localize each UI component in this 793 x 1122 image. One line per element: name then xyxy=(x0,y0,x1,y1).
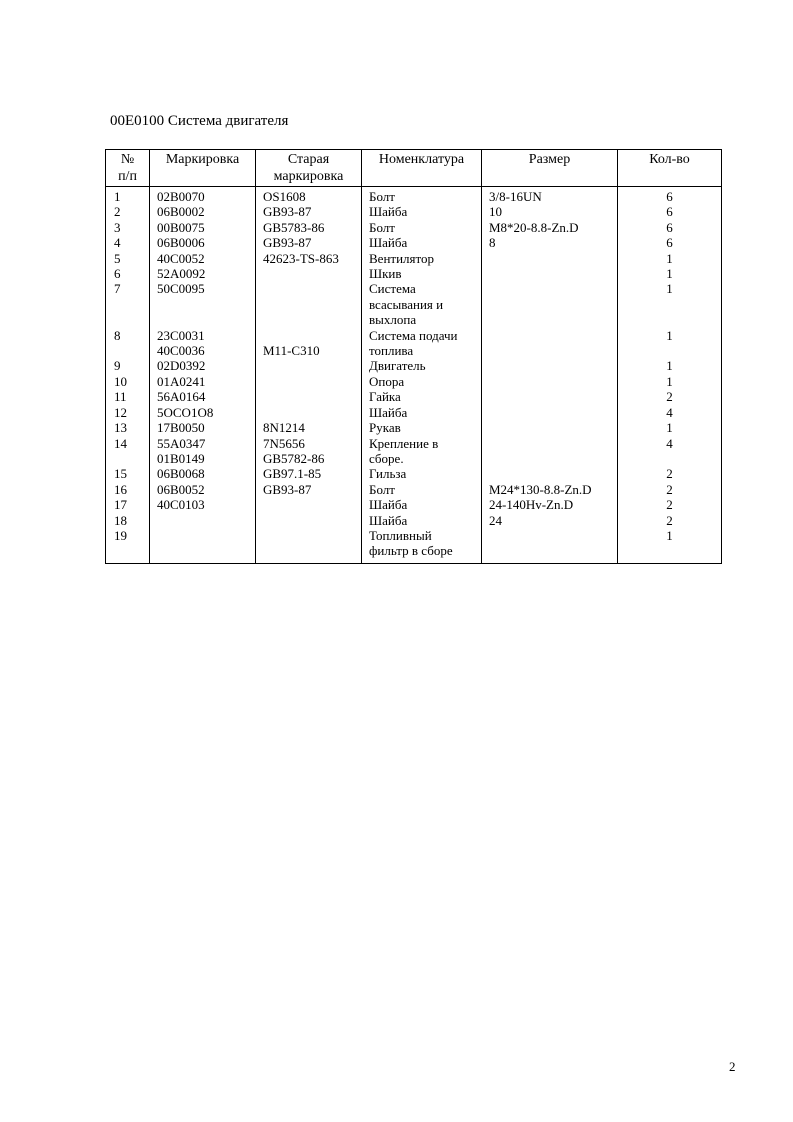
cell-qty: 1 xyxy=(618,266,722,281)
cell-marking: 5OCO1O8 xyxy=(150,405,256,420)
nomenclature-line: топлива xyxy=(369,343,414,359)
cell-num xyxy=(106,451,150,466)
cell-nomenclature xyxy=(362,528,482,563)
table-row xyxy=(106,405,722,420)
cell-nomenclature xyxy=(362,436,482,451)
cell-nomenclature xyxy=(362,204,482,219)
cell-old-marking: 8N1214 xyxy=(256,420,362,435)
cell-size: 24-140Hv-Zn.D xyxy=(482,497,618,512)
cell-num: 15 xyxy=(106,466,150,481)
cell-size xyxy=(482,251,618,266)
cell-num: 18 xyxy=(106,513,150,528)
nomenclature-line: Болт xyxy=(369,189,395,204)
table-row xyxy=(106,466,722,481)
cell-size xyxy=(482,358,618,373)
table-row xyxy=(106,436,722,451)
cell-nomenclature xyxy=(362,281,482,327)
table-row xyxy=(106,482,722,497)
cell-nomenclature xyxy=(362,328,482,343)
table-row xyxy=(106,528,722,563)
cell-marking: 06B0002 xyxy=(150,204,256,219)
header-nomenclature: Номенклатура xyxy=(362,150,482,187)
cell-size: 8 xyxy=(482,235,618,250)
nomenclature-line: Вентилятор xyxy=(369,250,435,266)
cell-nomenclature xyxy=(362,187,482,205)
cell-nomenclature xyxy=(362,343,482,358)
table-row xyxy=(106,420,722,435)
document-title: 00E0100 Система двигателя xyxy=(110,113,289,129)
cell-marking: 06B0006 xyxy=(150,235,256,250)
cell-qty: 6 xyxy=(618,187,722,205)
table-row xyxy=(106,266,722,281)
cell-old-marking xyxy=(256,405,362,420)
cell-qty: 1 xyxy=(618,358,722,373)
cell-num: 5 xyxy=(106,251,150,266)
cell-num: 16 xyxy=(106,482,150,497)
cell-nomenclature xyxy=(362,235,482,250)
nomenclature-line: выхлопа xyxy=(369,312,417,328)
cell-nomenclature xyxy=(362,266,482,281)
nomenclature-line: Опора xyxy=(369,373,405,389)
cell-nomenclature xyxy=(362,374,482,389)
cell-nomenclature xyxy=(362,220,482,235)
cell-num: 8 xyxy=(106,328,150,343)
cell-old-marking xyxy=(256,266,362,281)
cell-size: 10 xyxy=(482,204,618,219)
cell-old-marking: M11-C310 xyxy=(256,343,362,358)
table-row xyxy=(106,235,722,250)
table-row xyxy=(106,281,722,327)
cell-old-marking: 42623-TS-863 xyxy=(256,251,362,266)
cell-marking: 23C0031 xyxy=(150,328,256,343)
cell-nomenclature xyxy=(362,251,482,266)
nomenclature-line: Система подачи xyxy=(369,327,458,343)
nomenclature-line: сборе. xyxy=(369,450,404,466)
cell-marking: 52A0092 xyxy=(150,266,256,281)
cell-qty: 4 xyxy=(618,405,722,420)
cell-num xyxy=(106,343,150,358)
cell-num: 10 xyxy=(106,374,150,389)
cell-old-marking xyxy=(256,528,362,563)
nomenclature-line: фильтр в сборе xyxy=(369,543,453,559)
cell-marking: 01B0149 xyxy=(150,451,256,466)
cell-size: M24*130-8.8-Zn.D xyxy=(482,482,618,497)
cell-old-marking xyxy=(256,281,362,327)
table-row xyxy=(106,204,722,219)
cell-num: 13 xyxy=(106,420,150,435)
cell-marking: 50C0095 xyxy=(150,281,256,327)
cell-num: 14 xyxy=(106,436,150,451)
cell-old-marking: GB93-87 xyxy=(256,235,362,250)
nomenclature-line: Шайба xyxy=(369,404,408,420)
table-body xyxy=(106,187,722,564)
cell-nomenclature xyxy=(362,513,482,528)
cell-marking: 06B0052 xyxy=(150,482,256,497)
cell-nomenclature xyxy=(362,497,482,512)
cell-old-marking: OS1608 xyxy=(256,187,362,205)
header-marking: Маркировка xyxy=(150,150,256,187)
table-row xyxy=(106,513,722,528)
cell-marking: 40C0052 xyxy=(150,251,256,266)
cell-num: 11 xyxy=(106,389,150,404)
cell-marking: 56A0164 xyxy=(150,389,256,404)
cell-size xyxy=(482,328,618,343)
cell-size xyxy=(482,466,618,481)
nomenclature-line: Рукав xyxy=(369,420,401,436)
nomenclature-line: Шайба xyxy=(369,235,408,251)
cell-qty: 1 xyxy=(618,528,722,563)
cell-old-marking xyxy=(256,358,362,373)
cell-old-marking: GB5783-86 xyxy=(256,220,362,235)
cell-qty: 1 xyxy=(618,420,722,435)
table-row xyxy=(106,220,722,235)
cell-num: 6 xyxy=(106,266,150,281)
cell-marking xyxy=(150,513,256,528)
cell-nomenclature xyxy=(362,420,482,435)
nomenclature-line: Гайка xyxy=(369,389,401,405)
header-qty: Кол-во xyxy=(618,150,722,187)
nomenclature-line: Система xyxy=(369,281,416,297)
cell-marking: 17B0050 xyxy=(150,420,256,435)
cell-qty: 2 xyxy=(618,482,722,497)
table-row xyxy=(106,328,722,343)
cell-marking: 40C0103 xyxy=(150,497,256,512)
cell-qty: 2 xyxy=(618,513,722,528)
cell-num: 1 xyxy=(106,187,150,205)
cell-nomenclature xyxy=(362,466,482,481)
cell-qty: 1 xyxy=(618,374,722,389)
nomenclature-line: Крепление в xyxy=(369,435,439,451)
cell-size: 3/8-16UN xyxy=(482,187,618,205)
table-row xyxy=(106,251,722,266)
cell-size xyxy=(482,343,618,358)
cell-nomenclature xyxy=(362,482,482,497)
cell-size xyxy=(482,528,618,563)
nomenclature-line: Топливный xyxy=(369,527,432,543)
cell-nomenclature xyxy=(362,389,482,404)
cell-size xyxy=(482,420,618,435)
cell-size xyxy=(482,374,618,389)
cell-qty: 1 xyxy=(618,251,722,266)
header-old-marking: Старая маркировка xyxy=(256,150,362,187)
cell-size xyxy=(482,266,618,281)
cell-qty: 2 xyxy=(618,466,722,481)
cell-qty xyxy=(618,451,722,466)
cell-qty: 1 xyxy=(618,328,722,343)
cell-qty: 4 xyxy=(618,436,722,451)
cell-old-marking: GB93-87 xyxy=(256,482,362,497)
cell-num: 9 xyxy=(106,358,150,373)
cell-qty: 1 xyxy=(618,281,722,327)
table-row xyxy=(106,451,722,466)
cell-size: 24 xyxy=(482,513,618,528)
header-num: № п/п xyxy=(106,150,150,187)
table-row xyxy=(106,358,722,373)
cell-size xyxy=(482,451,618,466)
nomenclature-line: Шкив xyxy=(369,266,402,282)
nomenclature-line: Болт xyxy=(369,219,395,235)
cell-size xyxy=(482,436,618,451)
cell-qty: 6 xyxy=(618,204,722,219)
cell-nomenclature xyxy=(362,358,482,373)
cell-old-marking xyxy=(256,374,362,389)
table-row xyxy=(106,497,722,512)
cell-marking: 01A0241 xyxy=(150,374,256,389)
cell-qty xyxy=(618,343,722,358)
cell-nomenclature xyxy=(362,405,482,420)
header-size: Размер xyxy=(482,150,618,187)
cell-nomenclature xyxy=(362,451,482,466)
nomenclature-line: Двигатель xyxy=(369,358,426,374)
cell-num: 3 xyxy=(106,220,150,235)
cell-qty: 6 xyxy=(618,220,722,235)
table-header-row xyxy=(106,150,722,187)
cell-size xyxy=(482,389,618,404)
cell-num: 19 xyxy=(106,528,150,563)
cell-marking xyxy=(150,528,256,563)
cell-old-marking: GB5782-86 xyxy=(256,451,362,466)
cell-num: 17 xyxy=(106,497,150,512)
cell-old-marking: GB93-87 xyxy=(256,204,362,219)
cell-old-marking xyxy=(256,389,362,404)
cell-size: M8*20-8.8-Zn.D xyxy=(482,220,618,235)
nomenclature-line: Шайба xyxy=(369,204,408,220)
nomenclature-line: Гильза xyxy=(369,466,407,482)
cell-qty: 6 xyxy=(618,235,722,250)
cell-num: 12 xyxy=(106,405,150,420)
nomenclature-line: Болт xyxy=(369,481,395,497)
cell-old-marking: GB97.1-85 xyxy=(256,466,362,481)
parts-table xyxy=(105,149,722,564)
cell-marking: 00B0075 xyxy=(150,220,256,235)
nomenclature-line: Шайба xyxy=(369,497,408,513)
cell-qty: 2 xyxy=(618,389,722,404)
table-row xyxy=(106,343,722,358)
cell-marking: 55A0347 xyxy=(150,436,256,451)
nomenclature-line: Шайба xyxy=(369,512,408,528)
table-row xyxy=(106,389,722,404)
cell-size xyxy=(482,405,618,420)
cell-size xyxy=(482,281,618,327)
cell-qty: 2 xyxy=(618,497,722,512)
cell-old-marking xyxy=(256,497,362,512)
cell-num: 7 xyxy=(106,281,150,327)
cell-num: 2 xyxy=(106,204,150,219)
cell-num: 4 xyxy=(106,235,150,250)
cell-marking: 40C0036 xyxy=(150,343,256,358)
cell-marking: 06B0068 xyxy=(150,466,256,481)
cell-old-marking xyxy=(256,328,362,343)
cell-marking: 02B0070 xyxy=(150,187,256,205)
table-row xyxy=(106,374,722,389)
nomenclature-line: всасывания и xyxy=(369,296,444,312)
table-row xyxy=(106,187,722,205)
cell-marking: 02D0392 xyxy=(150,358,256,373)
page-number: 2 xyxy=(729,1059,736,1074)
cell-old-marking: 7N5656 xyxy=(256,436,362,451)
cell-old-marking xyxy=(256,513,362,528)
